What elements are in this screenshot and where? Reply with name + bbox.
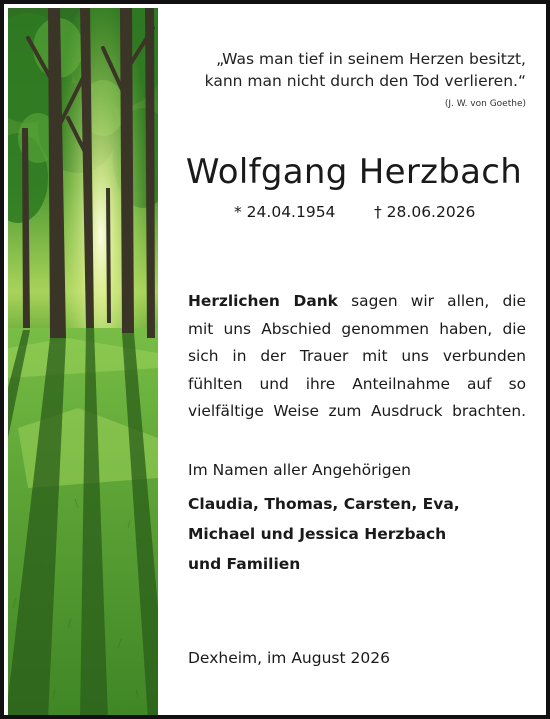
family-signature: [188, 459, 526, 579]
quote: [174, 48, 526, 92]
thanks-line-1-rest: sagen wir allen, die: [351, 292, 526, 310]
deceased-name: Wolfgang Herzbach: [185, 152, 523, 192]
place-date: Dexheim, im August 2026: [188, 649, 390, 667]
thanks-line-4: fühlten und ihre Anteilnahme auf so: [188, 374, 526, 393]
family-intro: Im Namen aller Angehörigen: [188, 461, 412, 479]
quote-line-2: kann man nicht durch den Tod verlieren.“: [204, 72, 526, 90]
thanks-line-2: mit uns Abschied genommen haben, die: [188, 319, 526, 338]
death-date: † 28.06.2026: [374, 203, 476, 221]
family-names-line-1: Claudia, Thomas, Carsten, Eva,: [188, 495, 460, 513]
quote-line-1: „Was man tief in seinem Herzen besitzt,: [216, 50, 526, 68]
thanks-line-3: sich in der Trauer mit uns verbunden: [188, 347, 526, 365]
family-names: [188, 489, 526, 579]
thanks-line-5: vielfältige Weise zum Ausdruck brachten.: [188, 402, 526, 420]
birth-date: * 24.04.1954: [234, 203, 336, 221]
sunlit-forest-image: [8, 8, 158, 719]
thanks-line-1: [188, 288, 526, 316]
thanks-lead: Herzlichen Dank: [188, 292, 338, 310]
family-names-line-2: Michael und Jessica Herzbach: [188, 525, 447, 543]
quote-source: (J. W. von Goethe): [444, 99, 526, 109]
thanks-paragraph: [188, 288, 526, 426]
family-names-line-3: und Familien: [188, 555, 301, 573]
